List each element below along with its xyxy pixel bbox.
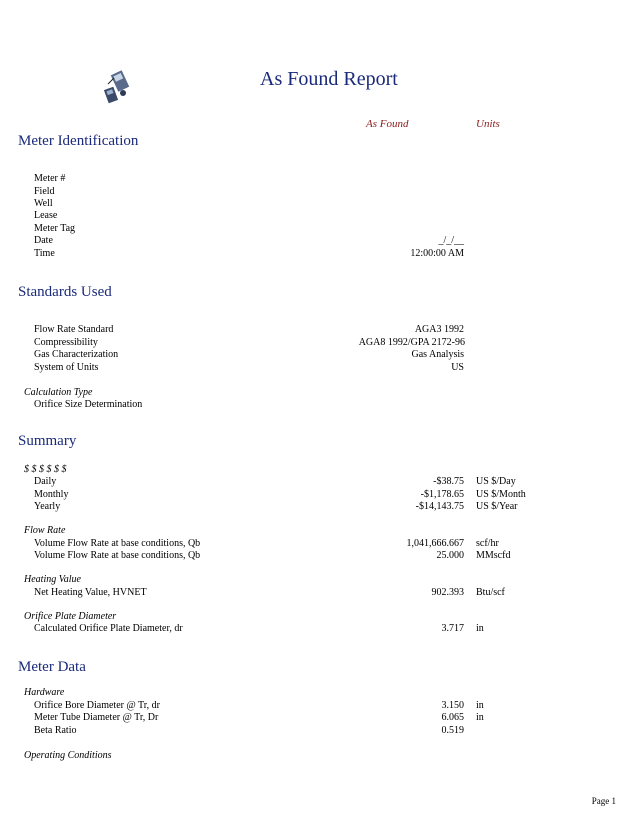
- field-value: -$38.75: [433, 476, 464, 487]
- list-item: [34, 398, 634, 411]
- field-value: 3.717: [441, 623, 464, 634]
- field-unit: in: [476, 712, 484, 723]
- field-value: 6.065: [441, 712, 464, 723]
- field-label: Field: [34, 186, 55, 197]
- list-item: [34, 361, 634, 374]
- dollars-heading: $ $ $ $ $ $: [24, 464, 67, 475]
- field-value: AGA8 1992/GPA 2172-96: [358, 337, 465, 348]
- field-value: 0.519: [441, 725, 464, 736]
- list-item: [34, 209, 634, 222]
- report-title: As Found Report: [260, 68, 398, 90]
- page-number: Page 1: [591, 796, 616, 806]
- list-item: [34, 500, 634, 513]
- field-label: Date: [34, 235, 53, 246]
- section-meter-data: Meter Data: [18, 659, 86, 675]
- field-value: 3.150: [441, 700, 464, 711]
- list-item: [34, 247, 634, 260]
- section-summary: Summary: [18, 433, 77, 449]
- field-label: Calculated Orifice Plate Diameter, dr: [34, 623, 183, 634]
- field-value: 25.000: [436, 550, 464, 561]
- field-value: _/_/__: [438, 235, 464, 246]
- field-unit: in: [476, 623, 484, 634]
- list-item: [34, 711, 634, 724]
- field-unit: in: [476, 700, 484, 711]
- list-item: [34, 172, 634, 185]
- list-item: [34, 475, 634, 488]
- field-label: Yearly: [34, 501, 61, 512]
- list-item: [34, 549, 634, 562]
- field-unit: Btu/scf: [476, 587, 505, 598]
- field-label: Gas Characterization: [34, 349, 119, 360]
- field-value: -$14,143.75: [415, 501, 464, 512]
- list-item: [34, 234, 634, 247]
- list-item: [34, 622, 634, 635]
- field-label: System of Units: [34, 362, 99, 373]
- hardware-heading: Hardware: [24, 687, 65, 698]
- field-value: AGA3 1992: [414, 324, 464, 335]
- list-item: [34, 586, 634, 599]
- calculation-type-heading: Calculation Type: [24, 387, 93, 398]
- section-standards-used: Standards Used: [18, 284, 112, 300]
- field-value: 1,041,666.667: [406, 538, 464, 549]
- field-label: Well: [34, 198, 53, 209]
- list-item: [34, 323, 634, 336]
- field-label: Meter Tag: [34, 223, 76, 234]
- field-label: Lease: [34, 210, 58, 221]
- column-header-units: Units: [476, 118, 500, 130]
- field-label: Flow Rate Standard: [34, 324, 114, 335]
- field-label: Monthly: [34, 489, 69, 500]
- field-unit: US $/Month: [476, 489, 526, 500]
- field-value: 12:00:00 AM: [410, 248, 464, 259]
- field-value: -$1,178.65: [420, 489, 464, 500]
- field-unit: US $/Year: [476, 501, 518, 512]
- meter-device-icon: [100, 66, 132, 106]
- list-item: [34, 724, 634, 737]
- column-header-as-found: As Found: [366, 118, 409, 130]
- field-label: Net Heating Value, HVNET: [34, 587, 147, 598]
- field-value: US: [451, 362, 464, 373]
- field-label: Time: [34, 248, 55, 259]
- field-unit: MMscfd: [476, 550, 511, 561]
- field-unit: scf/hr: [476, 538, 499, 549]
- list-item: [34, 348, 634, 361]
- field-label: Daily: [34, 476, 57, 487]
- field-label: Meter #: [34, 173, 66, 184]
- field-value: Gas Analysis: [411, 349, 464, 360]
- field-label: Volume Flow Rate at base conditions, Qb: [34, 550, 201, 561]
- operating-conditions-heading: Operating Conditions: [24, 750, 112, 761]
- field-label: Orifice Bore Diameter @ Tr, dr: [34, 700, 161, 711]
- orifice-plate-heading: Orifice Plate Diameter: [24, 611, 117, 622]
- heating-value-heading: Heating Value: [24, 574, 81, 585]
- field-label: Beta Ratio: [34, 725, 77, 736]
- flow-rate-heading: Flow Rate: [24, 525, 66, 536]
- field-label: Compressibility: [34, 337, 98, 348]
- calculation-type-value: Orifice Size Determination: [34, 399, 143, 410]
- section-meter-identification: Meter Identification: [18, 133, 139, 149]
- field-label: Meter Tube Diameter @ Tr, Dr: [34, 712, 159, 723]
- field-value: 902.393: [431, 587, 464, 598]
- field-unit: US $/Day: [476, 476, 516, 487]
- field-label: Volume Flow Rate at base conditions, Qb: [34, 538, 201, 549]
